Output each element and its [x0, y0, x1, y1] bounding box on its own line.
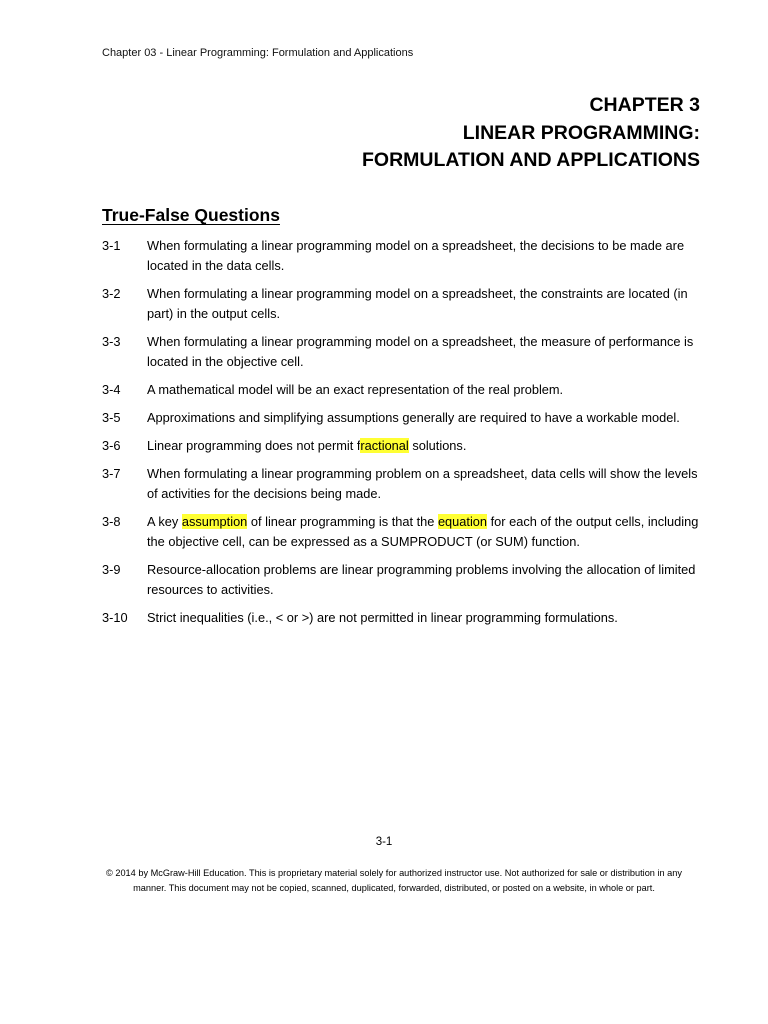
question-text: When formulating a linear programming problem on a spreadsheet, data cells will show the levels of activities for the decisions being made. — [147, 466, 698, 501]
question-item — [102, 512, 702, 552]
question-number: 3-3 — [102, 334, 121, 349]
question-item — [102, 464, 702, 504]
question-item — [102, 560, 702, 600]
question-text: Strict inequalities (i.e., < or >) are not permitted in linear programming formulations. — [147, 610, 618, 625]
question-text-part: solutions. — [408, 438, 467, 453]
question-text-part: of linear programming is that the — [247, 514, 438, 529]
question-number: 3-9 — [102, 562, 121, 577]
question-number: 3-5 — [102, 410, 121, 425]
question-text-part: Linear programming does not permit f — [147, 438, 361, 453]
question-text: When formulating a linear programming model on a spreadsheet, the measure of performance is located in the objective cell. — [147, 334, 694, 369]
question-number: 3-4 — [102, 382, 121, 397]
question-item — [102, 408, 702, 428]
question-item — [102, 284, 702, 324]
question-item — [102, 608, 702, 628]
question-text: Resource-allocation problems are linear programming problems involving the allocation of limited resources to activities. — [147, 562, 696, 597]
question-number: 3-6 — [102, 438, 121, 453]
question-number: 3-1 — [102, 238, 121, 253]
highlighted-text: assumption — [181, 514, 248, 529]
chapter-title — [362, 92, 700, 175]
question-text: Approximations and simplifying assumptions generally are required to have a workable model. — [147, 410, 680, 425]
question-item — [102, 332, 702, 372]
question-text-part: A key — [147, 514, 182, 529]
copyright-notice: © 2014 by McGraw-Hill Education. This is proprietary material solely for authorized instructor use. Not authorized for sale or distribution in any manner. This document may not be copied, scanned, duplicated, forwarded, distributed, or posted on a website, in whole or part. — [106, 868, 682, 893]
question-item — [102, 236, 702, 276]
section-heading: True-False Questions — [102, 205, 280, 225]
chapter-title-line-2: FORMULATION AND APPLICATIONS — [362, 149, 700, 171]
question-text: A mathematical model will be an exact representation of the real problem. — [147, 382, 564, 397]
question-text — [147, 436, 702, 456]
question-list — [102, 236, 702, 636]
question-text: When formulating a linear programming model on a spreadsheet, the decisions to be made are located in the data cells. — [147, 238, 685, 273]
highlighted-text: equation — [437, 514, 488, 529]
question-number: 3-10 — [102, 610, 128, 625]
question-text-part: for each of the output cells, including the objective cell, can be expressed as a SUMPRODUCT (or SUM) function. — [147, 514, 699, 549]
question-item — [102, 436, 702, 456]
question-text: When formulating a linear programming model on a spreadsheet, the constraints are located (in part) in the output cells. — [147, 286, 688, 321]
question-text — [147, 512, 702, 552]
page-number: 3-1 — [375, 836, 393, 848]
question-number: 3-8 — [102, 514, 121, 529]
question-number: 3-7 — [102, 466, 121, 481]
running-header: Chapter 03 - Linear Programming: Formulation and Applications — [102, 47, 414, 59]
chapter-number: CHAPTER 3 — [589, 94, 700, 116]
question-number: 3-2 — [102, 286, 121, 301]
question-item — [102, 380, 702, 400]
highlighted-text: ractional — [360, 438, 409, 453]
chapter-title-line-1: LINEAR PROGRAMMING: — [462, 121, 700, 144]
